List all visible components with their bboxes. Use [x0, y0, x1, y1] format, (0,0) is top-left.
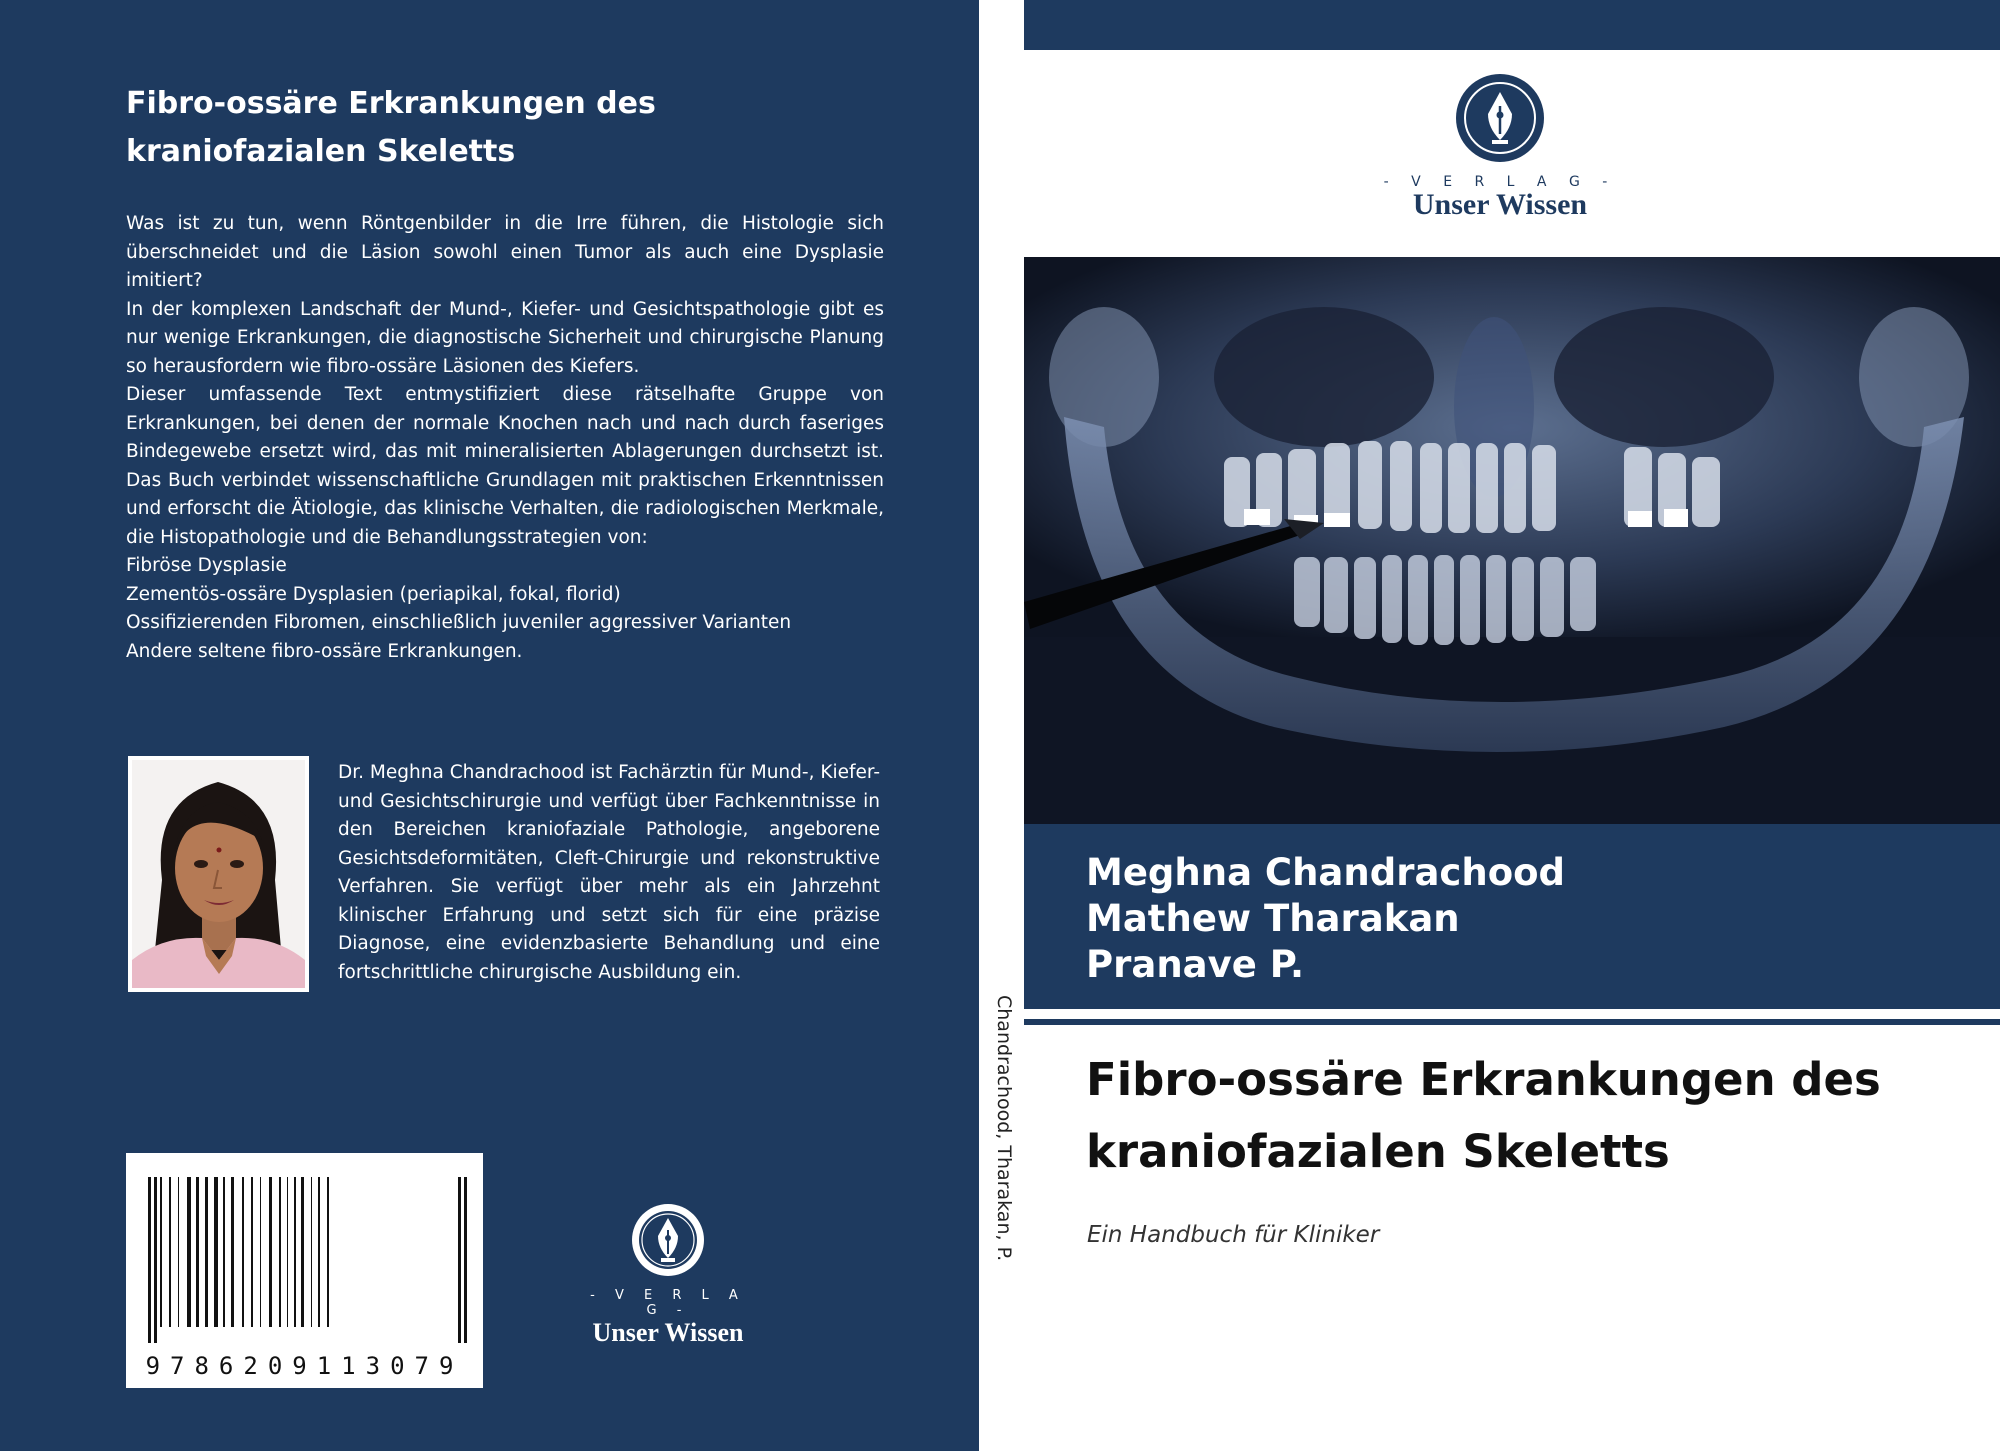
- barcode-bars: [126, 1153, 483, 1353]
- back-cover: [0, 0, 979, 1451]
- blurb-list-item: Zementös-ossäre Dysplasien (periapikal, fokal, florid): [126, 583, 621, 605]
- back-publisher-logo: [583, 1202, 753, 1347]
- back-logo-verlag: - V E R L A G -: [590, 1288, 746, 1318]
- front-cover-subtitle: Ein Handbuch für Kliniker: [1087, 1222, 1380, 1248]
- back-logo-brand: Unser Wissen: [592, 1318, 744, 1347]
- blurb-list-item: Andere seltene fibro-ossäre Erkrankungen.: [126, 640, 523, 662]
- front-title-line2: kraniofazialen Skeletts: [1086, 1125, 1670, 1178]
- back-cover-title: [126, 80, 766, 176]
- author-name: Pranave P.: [1086, 943, 1305, 986]
- author-bio: Dr. Meghna Chandrachood ist Fachärztin für Mund-, Kiefer- und Gesichtschirurgie und verfügt über Fachkenntnisse in den Bereichen kraniofaziale Pathologie, angeborene Gesichtsdeformitäten, Cleft-Chirurgie und rekonstruktive Verfahren. Sie verfügt über mehr als ein Jahrzehnt klinischer Erfahrung und setzt sich für eine präzise Diagnose, eine evidenzbasierte Behandlung und eine fortschrittliche chirurgische Ausbildung ein.: [338, 762, 880, 983]
- barcode-bar: [287, 1177, 288, 1327]
- barcode-bar: [294, 1177, 296, 1327]
- barcode-bar: [464, 1177, 467, 1343]
- barcode-bar: [169, 1177, 171, 1327]
- barcode-bar: [205, 1177, 208, 1327]
- cover-xray-image: [1024, 257, 2000, 824]
- blurb-paragraph: In der komplexen Landschaft der Mund-, Kiefer- und Gesichtspathologie gibt es nur wenige Erkrankungen, die diagnostische Sicherheit und chirurgische Planung so herausfordern wie fibro-ossäre Läsionen des Kiefers.: [126, 298, 884, 377]
- pen-nib-logo-icon: [1454, 72, 1546, 164]
- author-name: Meghna Chandrachood: [1086, 851, 1566, 894]
- blurb-paragraph: Was ist zu tun, wenn Röntgenbilder in die Irre führen, die Histologie sich überschneidet und die Läsion sowohl einen Tumor als auch eine Dysplasie imitiert?: [126, 213, 884, 291]
- barcode-bar: [327, 1177, 329, 1327]
- front-cover-title: [1086, 1044, 1986, 1188]
- pen-nib-logo-icon: [630, 1202, 706, 1278]
- front-logo-brand: Unser Wissen: [1412, 188, 1588, 221]
- blurb-list-item: Fibröse Dysplasie: [126, 555, 287, 576]
- spine-text: Chandrachood, Tharakan, P.: [993, 995, 1015, 1262]
- author-portrait-illustration: [132, 760, 305, 988]
- barcode-bar: [178, 1177, 179, 1327]
- author-name: Mathew Tharakan: [1086, 897, 1460, 940]
- barcode-bar: [223, 1177, 225, 1327]
- back-title-line1: Fibro-ossäre Erkrankungen des: [126, 86, 656, 121]
- author-photo: [128, 756, 309, 992]
- front-title-line1: Fibro-ossäre Erkrankungen des: [1086, 1053, 1881, 1106]
- barcode-bar: [187, 1177, 191, 1327]
- spine: [979, 0, 1022, 1451]
- front-logo-verlag: - V E R L A G -: [1383, 174, 1617, 190]
- barcode-bar: [231, 1177, 234, 1327]
- barcode-bar: [311, 1177, 312, 1327]
- barcode-bar: [260, 1177, 261, 1327]
- barcode-bar: [160, 1177, 162, 1327]
- barcode-bar: [242, 1177, 244, 1327]
- barcode-bar: [196, 1177, 199, 1327]
- isbn-barcode: [126, 1153, 483, 1388]
- barcode-bar: [148, 1177, 151, 1343]
- authors-band: [1024, 824, 2000, 1009]
- back-title-line2: kraniofazialen Skeletts: [126, 134, 516, 169]
- barcode-bar: [458, 1177, 461, 1343]
- back-cover-blurb: [126, 210, 884, 666]
- barcode-bar: [301, 1177, 304, 1327]
- barcode-bar: [279, 1177, 281, 1327]
- barcode-bar: [154, 1177, 157, 1343]
- barcode-bar: [251, 1177, 253, 1327]
- panoramic-xray-illustration: [1024, 257, 2000, 824]
- blurb-paragraph: Dieser umfassende Text entmystifiziert diese rätselhafte Gruppe von Erkrankungen, bei denen der normale Knochen nach und nach durch faseriges Bindegewebe ersetzt wird, das mit mineralisierten Ablagerungen durchsetzt ist. Das Buch verbindet wissenschaftliche Grundlagen mit praktischen Erkenntnissen und erforscht die Ätiologie, das klinische Verhalten, die radiologischen Merkmale, die Histopathologie und die Behandlungsstrategien von:: [126, 384, 884, 548]
- front-top-bar: [1024, 0, 2000, 50]
- barcode-bar: [269, 1177, 272, 1327]
- barcode-bar: [318, 1177, 320, 1327]
- front-publisher-logo: [1380, 72, 1620, 222]
- isbn-digits: 9786209113079: [145, 1352, 464, 1380]
- blurb-list-item: Ossifizierenden Fibromen, einschließlich juveniler aggressiver Varianten: [126, 612, 792, 633]
- barcode-bar: [214, 1177, 218, 1327]
- front-divider: [1024, 1019, 2000, 1025]
